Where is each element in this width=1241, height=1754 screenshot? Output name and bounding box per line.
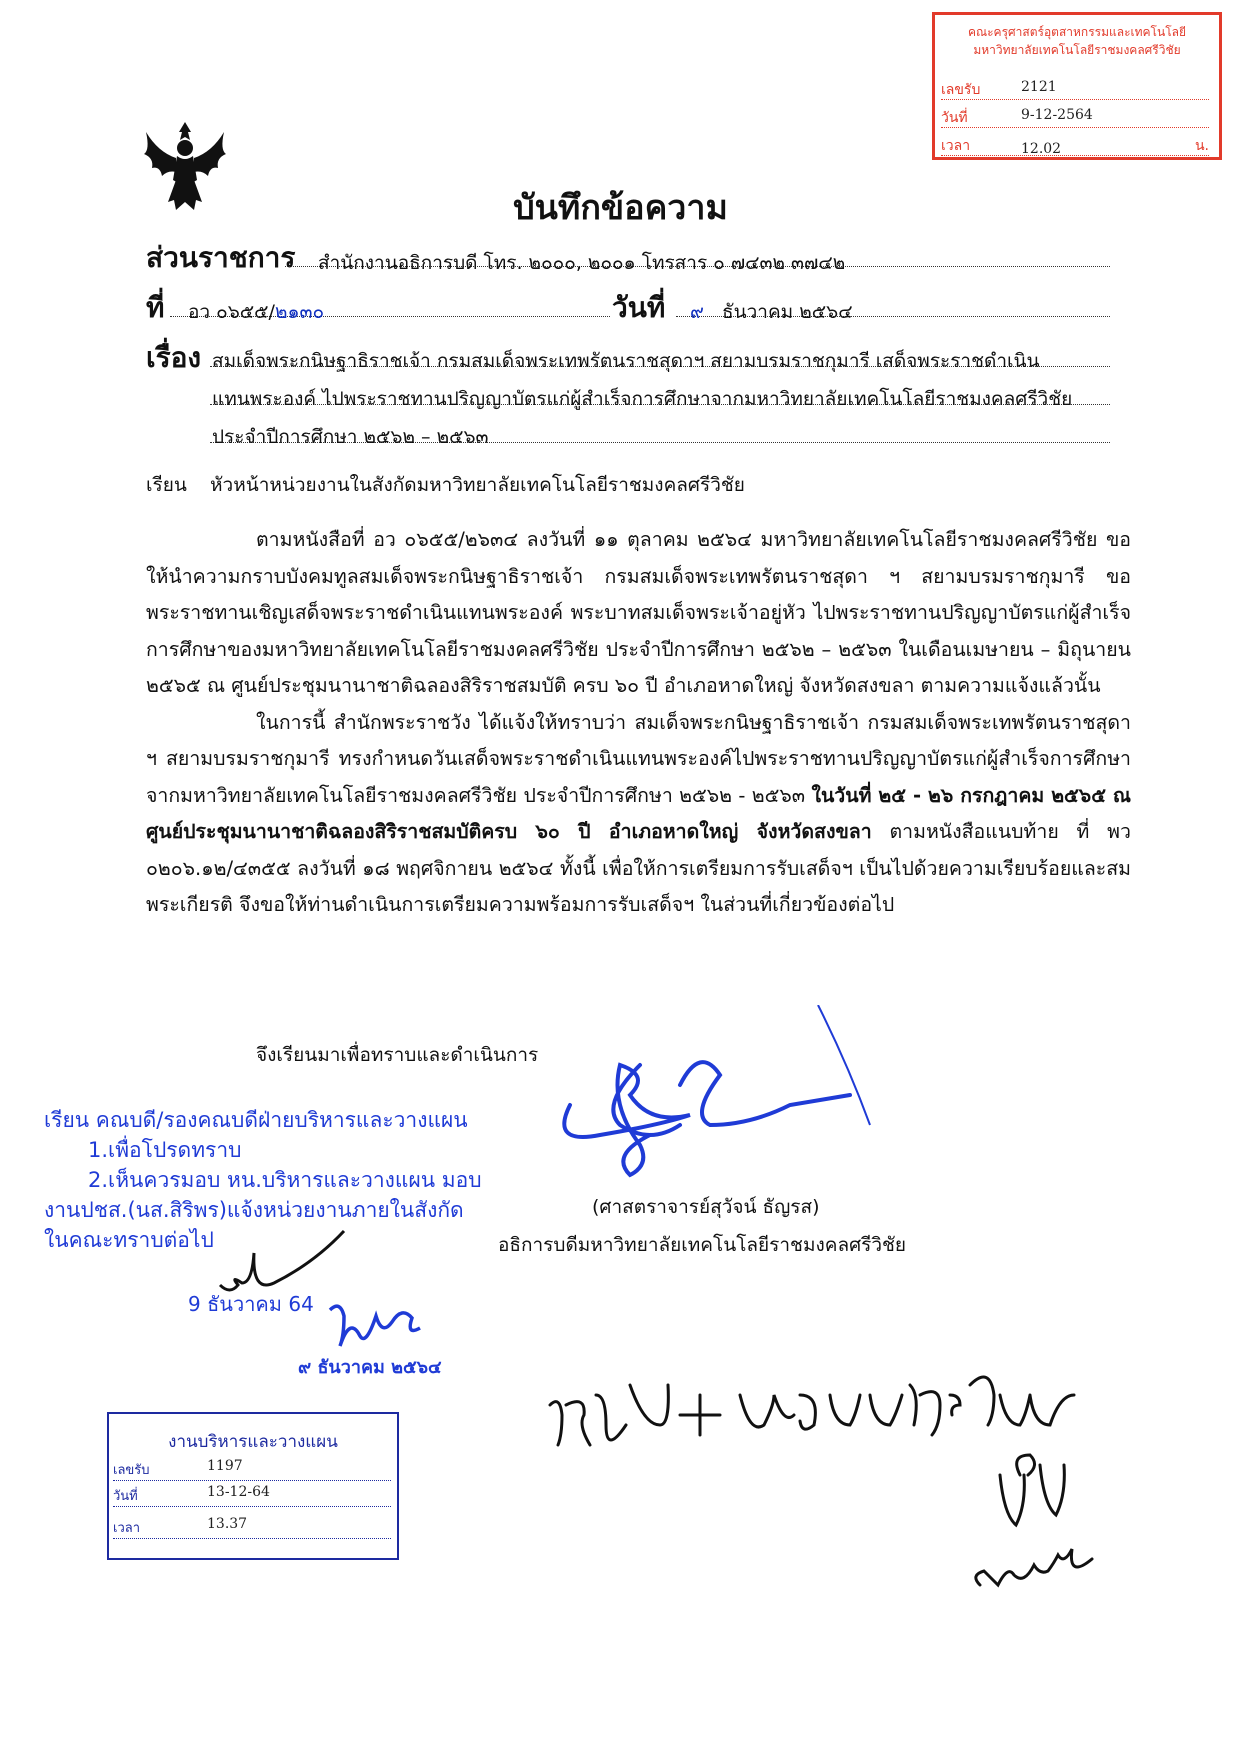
stamp-header-line-1: คณะครุศาสตร์อุตสาหกรรมและเทคโนโลยี — [967, 25, 1187, 39]
stamp-planning-time-row — [113, 1516, 391, 1539]
closing-line: จึงเรียนมาเพื่อทราบและดำเนินการ — [256, 1044, 539, 1066]
ref-label: ที่ — [146, 291, 165, 324]
stamp-date-label: วันที่ — [941, 110, 968, 126]
handwritten-instruction — [540, 1365, 1100, 1615]
note-signature — [210, 1215, 350, 1295]
stamp-time-label: เวลา — [941, 138, 971, 154]
signer-name: (ศาสตราจารย์สุวัจน์ ธัญรส) — [592, 1196, 820, 1218]
stamp-planning-header: งานบริหารและวางแผน — [168, 1432, 338, 1452]
memo-body — [146, 522, 1131, 924]
paragraph-2 — [146, 705, 1131, 924]
note-date-thai: ๙ ธันวาคม ๒๕๖๔ — [298, 1357, 442, 1378]
stamp-planning-receipt-value: 1197 — [207, 1458, 243, 1474]
stamp-planning-receipt-row — [113, 1458, 391, 1481]
ref-value — [188, 297, 324, 327]
stamp-receipt-value: 2121 — [1021, 79, 1057, 95]
date-value — [690, 297, 853, 327]
paragraph-1: ตามหนังสือที่ อว ๐๖๕๕/๒๖๓๔ ลงวันที่ ๑๑ ตุลาคม ๒๕๖๔ มหาวิทยาลัยเทคโนโลยีราชมงคลศรีวิชัย ขอให้นำความกราบบังคมทูลสมเด็จพระกนิษฐาธิราชเจ้า กรมสมเด็จพระเทพรัตนราชสุดา ฯ สยามบรมราชกุมารี ขอพระราชทานเชิญเสด็จพระราชดำเนินแทนพระองค์ พระบาทสมเด็จพระเจ้าอยู่หัว ไปพระราชทานปริญญาบัตรแก่ผู้สำเร็จการศึกษาของมหาวิทยาลัยเทคโนโลยีราชมงคลศรีวิชัย ประจำปีการศึกษา ๒๕๖๒ – ๒๕๖๓ ในเดือนเมษายน – มิถุนายน ๒๕๖๕ ณ ศูนย์ประชุมนานาชาติฉลองสิริราชสมบัติ ครบ ๖๐ ปี อำเภอหาดใหญ่ จังหวัดสงขลา ตามความแจ้งแล้วนั้น — [146, 528, 1131, 697]
stamp-time-value: 12.02 — [1021, 141, 1062, 157]
stamp-planning-date-row — [113, 1484, 391, 1507]
stamp-header-line-2: มหาวิทยาลัยเทคโนโลยีราชมงคลศรีวิชัย — [973, 43, 1181, 57]
stamp-planning-date-label: วันที่ — [113, 1489, 138, 1504]
date-month-year: ธันวาคม ๒๕๖๔ — [722, 301, 853, 323]
subject-line-1: สมเด็จพระกนิษฐาธิราชเจ้า กรมสมเด็จพระเทพรัตนราชสุดาฯ สยามบรมราชกุมารี เสด็จพระราชดำเนิน — [212, 350, 1040, 372]
stamp-date-value: 9-12-2564 — [1021, 107, 1093, 123]
stamp-planning-time-label: เวลา — [113, 1521, 141, 1536]
stamp-planning-time-value: 13.37 — [207, 1516, 248, 1532]
paragraph-2-part-b: ตามหนังสือแนบท้าย ที่ พว ๐๒๐๖.๑๒/๔๓๕๕ ลงวันที่ ๑๘ พฤศจิกายน ๒๕๖๔ ทั้งนี้ เพื่อให้การเตรียมการรับเสด็จฯ เป็นไปด้วยความเรียบร้อยและสมพระเกียรติ จึงขอให้ท่านดำเนินการเตรียมความพร้อมการรับเสด็จฯ ในส่วนที่เกี่ยวข้องต่อไป — [146, 820, 1131, 916]
subject-line-3: ประจำปีการศึกษา ๒๕๖๒ – ๒๕๖๓ — [212, 426, 489, 448]
stamp-time-row — [941, 133, 1209, 156]
to-value: หัวหน้าหน่วยงานในสังกัดมหาวิทยาลัยเทคโนโลยีราชมงคลศรีวิชัย — [210, 474, 745, 496]
signature-rector — [530, 1005, 920, 1205]
note-line-2: 1.เพื่อโปรดทราบ — [88, 1138, 242, 1162]
date-day: ๙ — [690, 301, 704, 323]
note-line-1: เรียน คณบดี/รองคณบดีฝ่ายบริหารและวางแผน — [44, 1108, 468, 1132]
stamp-receipt-row — [941, 77, 1209, 100]
stamp-receipt-label: เลขรับ — [941, 82, 981, 98]
ref-prefix: อว ๐๖๕๕/ — [188, 301, 275, 323]
note-date: 9 ธันวาคม 64 — [188, 1292, 314, 1316]
paragraph-2-bold: ในวันที่ ๒๕ - ๒๖ กรกฎาคม ๒๕๖๕ ณ ศูนย์ประชุมนานาชาติฉลองสิริราชสมบัติครบ ๖๐ ปี อำเภอหาดใหญ่ จังหวัดสงขลา — [146, 783, 1131, 843]
dept-value: สำนักงานอธิการบดี โทร. ๒๐๐๐, ๒๐๐๑ โทรสาร ๐ ๗๔๓๒ ๓๗๔๒ — [318, 252, 846, 274]
stamp-date-row — [941, 105, 1209, 128]
note-line-3: 2.เห็นควรมอบ หน.บริหารและวางแผน มอบ — [88, 1168, 482, 1192]
receiving-stamp-faculty — [932, 12, 1222, 160]
subject-line-2: แทนพระองค์ ไปพระราชทานปริญญาบัตรแก่ผู้สำเร็จการศึกษาจากมหาวิทยาลัยเทคโนโลยีราชมงคลศรีวิชัย — [212, 388, 1073, 410]
dept-label: ส่วนราชการ — [146, 241, 296, 274]
stamp-planning-receipt-label: เลขรับ — [113, 1463, 150, 1478]
stamp-planning-date-value: 13-12-64 — [207, 1484, 270, 1500]
signer-title: อธิการบดีมหาวิทยาลัยเทคโนโลยีราชมงคลศรีวิชัย — [498, 1234, 907, 1256]
ref-number: ๒๑๓๐ — [274, 301, 325, 323]
paragraph-2-part-a: ในการนี้ สำนักพระราชวัง ได้แจ้งให้ทราบว่า สมเด็จพระกนิษฐาธิราชเจ้า กรมสมเด็จพระเทพรัตนราชสุดา ฯ สยามบรมราชกุมารี ทรงกำหนดวันเสด็จพระราชดำเนินแทนพระองค์ไปพระราชทานปริญญาบัตรแก่ผู้สำเร็จการศึกษาจากมหาวิทยาลัยเทคโนโลยีราชมงคลศรีวิชัย ประจำปีการศึกษา ๒๕๖๒ - ๒๕๖๓ — [146, 710, 1131, 807]
to-label: เรียน — [146, 474, 187, 496]
dean-signature — [320, 1290, 440, 1350]
note-line-4: งานปชส.(นส.สิริพร)แจ้งหน่วยงานภายในสังกัด — [44, 1198, 464, 1222]
page-title: บันทึกข้อความ — [513, 188, 728, 228]
date-label: วันที่ — [612, 291, 666, 324]
stamp-time-suffix: น. — [1194, 138, 1209, 154]
note-line-5: ในคณะทราบต่อไป — [44, 1228, 214, 1252]
receiving-stamp-planning — [107, 1412, 399, 1560]
subject-label: เรื่อง — [146, 341, 202, 374]
